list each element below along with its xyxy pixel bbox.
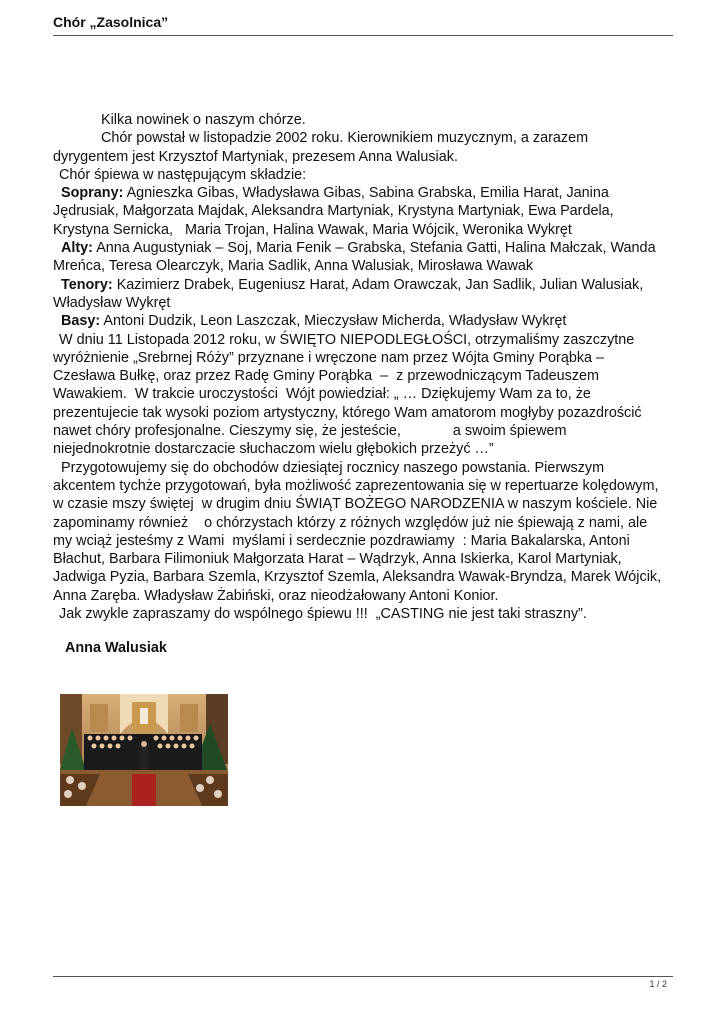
line-text: dyrygentem jest Krzysztof Martyniak, prezesem Anna Walusiak. bbox=[53, 148, 458, 165]
line-text: Mreńca, Teresa Olearczyk, Maria Sadlik, Anna Walusiak, Mirosława Wawak bbox=[53, 258, 534, 275]
text-line bbox=[53, 276, 678, 294]
line-text: Czesława Bułkę, oraz przez Radę Gminy Porąbka – z przewodniczącym Tadeuszem bbox=[53, 368, 600, 385]
line-text: nawet chóry profesjonalne. Cieszymy się, że jesteście, a swoim śpiewem bbox=[53, 423, 567, 440]
text-line bbox=[53, 422, 678, 440]
text-line bbox=[53, 459, 678, 477]
text-line bbox=[53, 129, 678, 147]
line-text: zapominamy również o chórzystach którzy z różnych względów już nie śpiewają z nami, ale bbox=[53, 514, 648, 531]
text-line bbox=[53, 440, 678, 458]
text-line bbox=[53, 294, 678, 312]
text-line bbox=[53, 111, 678, 129]
line-text: wyróżnienie „Srebrnej Róży” przyznane i wręczone nam przez Wójta Gminy Porąbka – bbox=[53, 349, 605, 366]
text-line bbox=[53, 568, 678, 586]
line-text: niejednokrotnie dostarczacie słuchaczom wielu głębokich przeżyć …” bbox=[53, 441, 494, 458]
header-divider bbox=[53, 35, 673, 36]
line-text: prezentujecie tak wysoki poziom artystyczny, którego Wam amatorom mogłyby pozazdrościć bbox=[53, 404, 642, 421]
voice-label: Soprany: bbox=[61, 185, 124, 202]
line-text: Kazimierz Drabek, Eugeniusz Harat, Adam Orawczak, Jan Sadlik, Julian Walusiak, bbox=[112, 276, 644, 293]
line-text: Władysław Wykręt bbox=[53, 294, 171, 311]
text-line bbox=[53, 349, 678, 367]
document-title: Chór „Zasolnica” bbox=[53, 14, 169, 30]
text-line bbox=[53, 239, 678, 257]
text-line bbox=[53, 385, 678, 403]
voice-label: Basy: bbox=[61, 313, 101, 330]
line-text: Jadwiga Pyzia, Barbara Szemla, Krzysztof Szemla, Aleksandra Wawak-Bryndza, Marek Wójcik, bbox=[53, 569, 662, 586]
text-line bbox=[53, 550, 678, 568]
line-text: Chór powstał w listopadzie 2002 roku. Kierownikiem muzycznym, a zarazem bbox=[101, 130, 589, 147]
line-text: Przygotowujemy się do obchodów dziesiątej rocznicy naszego powstania. Pierwszym bbox=[61, 459, 605, 476]
text-line bbox=[53, 331, 678, 349]
text-line bbox=[53, 587, 678, 605]
author-signature: Anna Walusiak bbox=[65, 640, 167, 656]
voice-label: Tenory: bbox=[61, 276, 113, 293]
line-text: Jak zwykle zapraszamy do wspólnego śpiewu !!! „CASTING nie jest taki straszny”. bbox=[59, 606, 587, 623]
choir-photo bbox=[60, 694, 228, 806]
text-line bbox=[53, 166, 678, 184]
line-text: Jędrusiak, Małgorzata Majdak, Aleksandra Martyniak, Krystyna Martyniak, Ewa Pardela, bbox=[53, 203, 614, 220]
text-line bbox=[53, 221, 678, 239]
line-text: W dniu 11 Listopada 2012 roku, w ŚWIĘTO NIEPODLEGŁOŚCI, otrzymaliśmy zaszczytne bbox=[59, 331, 635, 348]
line-text: w czasie mszy świętej w drugim dniu ŚWIĄT BOŻEGO NARODZENIA w naszym kościele. Nie bbox=[53, 496, 658, 513]
text-line bbox=[53, 532, 678, 550]
text-line bbox=[53, 184, 678, 202]
line-text: Wawakiem. W trakcie uroczystości Wójt powiedział: „ … Dziękujemy Wam za to, że bbox=[53, 386, 591, 403]
text-line bbox=[53, 477, 678, 495]
line-text: Chór śpiewa w następującym składzie: bbox=[59, 166, 307, 183]
line-text: Anna Zaręba. Władysław Żabiński, oraz nieodżałowany Antoni Konior. bbox=[53, 587, 499, 604]
text-line bbox=[53, 404, 678, 422]
page-number: 1 / 2 bbox=[649, 979, 667, 989]
line-text: Kilka nowinek o naszym chórze. bbox=[101, 112, 306, 128]
text-line bbox=[53, 367, 678, 385]
footer-divider bbox=[53, 976, 673, 977]
line-text: Krystyna Sernicka, Maria Trojan, Halina Wawak, Maria Wójcik, Weronika Wykręt bbox=[53, 221, 572, 238]
text-line bbox=[53, 257, 678, 275]
text-line bbox=[53, 202, 678, 220]
text-line bbox=[53, 312, 678, 330]
text-line bbox=[53, 148, 678, 166]
line-text: my wciąż jesteśmy z Wami myślami i serdecznie pozdrawiamy : Maria Bakalarska, Antoni bbox=[53, 532, 630, 549]
article-body bbox=[53, 111, 678, 623]
text-line bbox=[53, 605, 678, 623]
line-text: Antoni Dudzik, Leon Laszczak, Mieczysław Micherda, Władysław Wykręt bbox=[100, 313, 567, 330]
text-line bbox=[53, 514, 678, 532]
line-text: Agnieszka Gibas, Władysława Gibas, Sabina Grabska, Emilia Harat, Janina bbox=[123, 185, 609, 202]
text-line bbox=[53, 495, 678, 513]
line-text: Anna Augustyniak – Soj, Maria Fenik – Grabska, Stefania Gatti, Halina Małczak, Wanda bbox=[92, 240, 656, 257]
line-text: akcentem tychże przygotowań, była możliwość zaprezentowania się w repertuarze kolędowym, bbox=[53, 477, 659, 494]
voice-label: Alty: bbox=[61, 240, 93, 257]
line-text: Błachut, Barbara Filimoniuk Małgorzata Harat – Wądrzyk, Anna Iskierka, Karol Martyniak, bbox=[53, 551, 622, 568]
